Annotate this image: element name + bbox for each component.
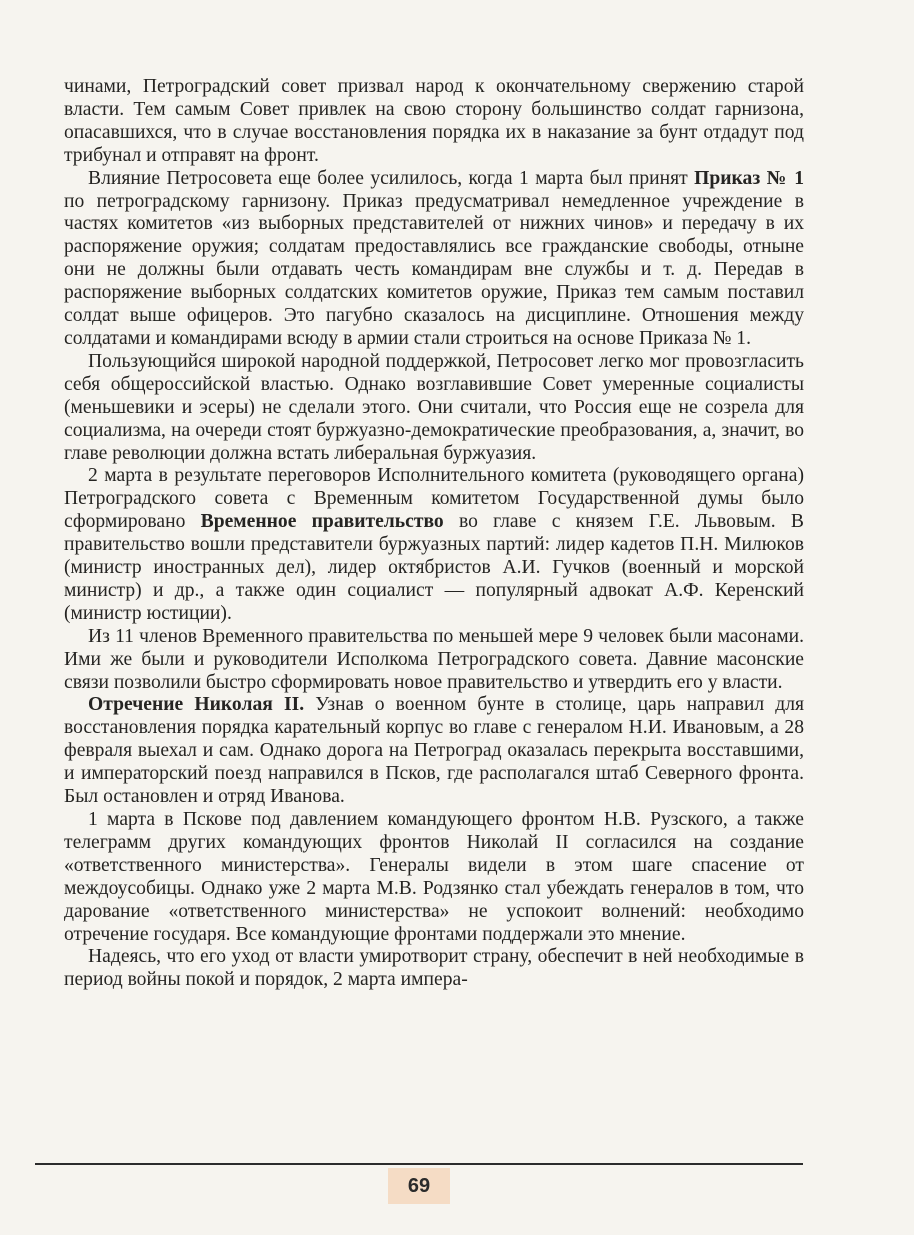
text-run: 2 марта в результате переговоров Исполнительного комитета (руководящего органа) Петроградского совета с Временным комитетом Государственной думы было сформировано: [64, 465, 804, 533]
body-text: [64, 76, 804, 992]
paragraph: [64, 76, 804, 168]
text-run: Узнав о военном бунте в столице, царь направил для восстановления порядка карательный корпус во главе с генералом Н.И. Ивановым, а 28 февраля выехал и сам. Однако дорога на Петроград оказалась перекрыта восставшими, и императорский поезд направился в Псков, где располагался штаб Северного фронта. Был остановлен и отряд Иванова.: [64, 694, 805, 808]
paragraph: [64, 946, 804, 992]
text-run: Из 11 членов Временного правительства по меньшей мере 9 человек были масонами. Ими же были и руководители Исполкома Петроградского совета. Давние масонские связи позволили быстро сформировать новое правительство и утвердить его у власти.: [64, 625, 804, 693]
text-run: Влияние Петросовета еще более усилилось, когда 1 марта был принят: [88, 167, 695, 189]
bold-term: Приказ № 1: [694, 167, 804, 189]
paragraph: [64, 168, 804, 351]
paragraph: [64, 351, 804, 466]
text-run: 1 марта в Пскове под давлением командующего фронтом Н.В. Рузского, а также телеграмм других командующих фронтов Николай II согласился на создание «ответственного министерства». Генералы видели в этом шаге спасение от междоусобицы. Однако уже 2 марта М.В. Родзянко стал убеждать генералов в том, что дарование «ответственного министерства» не успокоит волнений: необходимо отречение государя. Все командующие фронтами поддержали это мнение.: [64, 809, 804, 945]
paragraph: [64, 809, 804, 946]
bold-term: Отречение Николая II.: [88, 694, 305, 716]
text-run: во главе с князем Г.Е. Львовым. В правительство вошли представители буржуазных партий: лидер кадетов П.Н. Милюков (министр иностранных дел), лидер октябристов А.И. Гучков (военный и морской министр) и др., а также один социалист — популярный адвокат А.Ф. Керенский (министр юстиции).: [64, 511, 804, 624]
page-number: 69: [388, 1168, 450, 1204]
text-run: Надеясь, что его уход от власти умиротворит страну, обеспечит в ней необходимые в период войны покой и порядок, 2 марта импера-: [64, 946, 804, 991]
text-run: по петроградскому гарнизону. Приказ предусматривал немедленное учреждение в частях комитетов «из выборных представителей от нижних чинов» и передачу в их распоряжение оружия; солдатам предоставлялись все гражданские свободы, отныне они не должны были отдавать честь командирам вне службы и т. д. Передав в распоряжение выборных солдатских комитетов оружие, Приказ тем самым поставил солдат выше офицеров. Это пагубно сказалось на дисциплине. Отношения между солдатами и командирами всюду в армии стали строиться на основе Приказа № 1.: [64, 190, 804, 349]
paragraph: [64, 465, 804, 625]
bold-term: Временное правительство: [200, 511, 444, 533]
footer-rule: [35, 1163, 803, 1165]
paragraph: [64, 626, 804, 695]
paragraph: [64, 694, 804, 809]
text-run: чинами, Петроградский совет призвал народ к окончательному свержению старой власти. Тем самым Совет привлек на свою сторону большинство солдат гарнизона, опасавшихся, что в случае восстановления порядка их в наказание за бунт отдадут под трибунал и отправят на фронт.: [64, 76, 804, 166]
text-run: Пользующийся широкой народной поддержкой, Петросовет легко мог провозгласить себя общероссийской властью. Однако возглавившие Совет умеренные социалисты (меньшевики и эсеры) не сделали этого. Они считали, что Россия еще не созрела для социализма, на очереди стоят буржуазно-демократические преобразования, а, значит, во главе революции должна встать либеральная буржуазия.: [64, 350, 804, 464]
